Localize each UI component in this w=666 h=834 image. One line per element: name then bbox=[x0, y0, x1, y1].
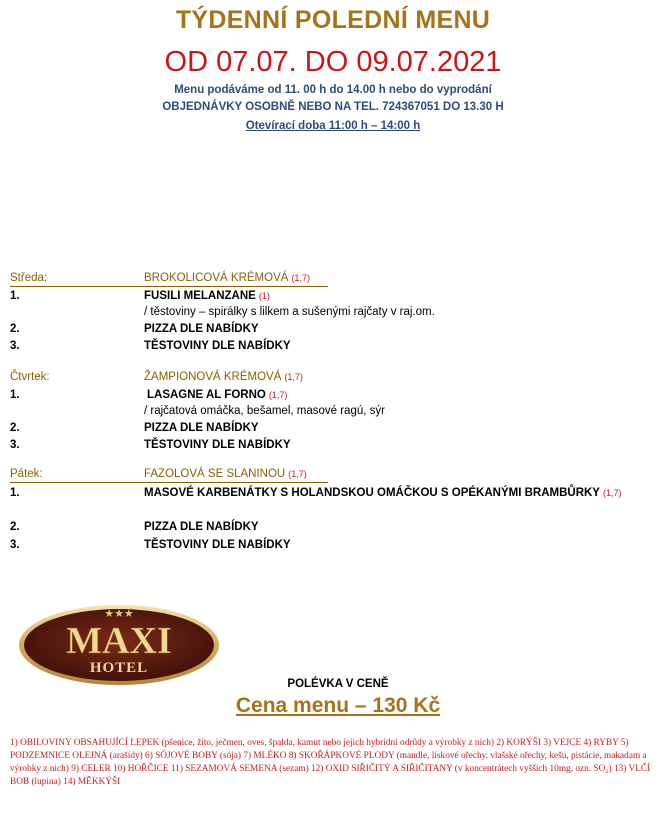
item-number: 2. bbox=[10, 422, 20, 434]
soup-allergens: (1,7) bbox=[284, 372, 303, 382]
day-name-thursday: Čtvrtek: bbox=[10, 371, 50, 383]
soup-thursday bbox=[144, 371, 303, 383]
item-number: 3. bbox=[10, 539, 20, 551]
dish-label: MASOVÉ KARBENÁTKY S HOLANDSKOU OMÁČKOU S OPÉKANÝMI BRAMBŮRKY bbox=[144, 487, 600, 499]
dish-thursday-3: TĚSTOVINY DLE NABÍDKY bbox=[144, 439, 291, 451]
menu-price: Cena menu – 130 Kč bbox=[235, 694, 441, 717]
soup-allergens: (1,7) bbox=[291, 273, 310, 283]
soup-label: ŽAMPIONOVÁ KRÉMOVÁ bbox=[144, 371, 282, 383]
day-name-wednesday: Středa: bbox=[10, 272, 48, 284]
dish-label: LASAGNE AL FORNO bbox=[147, 389, 266, 401]
serving-hours: Menu podáváme od 11. 00 h do 14.00 h nebo do vyprodání bbox=[174, 84, 492, 96]
day-name-friday: Pátek: bbox=[10, 468, 43, 480]
maxi-hotel-logo bbox=[16, 602, 222, 688]
item-number: 3. bbox=[10, 439, 20, 451]
dish-allergens: (1) bbox=[258, 291, 270, 301]
soup-allergens: (1,7) bbox=[288, 469, 307, 479]
soup-friday bbox=[144, 468, 307, 480]
soup-label: FAZOLOVÁ SE SLANINOU bbox=[144, 468, 286, 480]
dish-allergens: (1,7) bbox=[602, 488, 622, 498]
item-number: 2. bbox=[10, 521, 20, 533]
opening-hours: Otevírací doba 11:00 h – 14:00 h bbox=[245, 120, 421, 132]
dish-description: / rajčatová omáčka, bešamel, masové ragú, sýr bbox=[144, 405, 385, 417]
item-number: 1. bbox=[10, 389, 20, 401]
dish-friday-1 bbox=[144, 487, 622, 499]
dish-thursday-1 bbox=[147, 389, 287, 401]
soup-included-note: POLÉVKA V CENĚ bbox=[287, 678, 389, 690]
logo-name: MAXI bbox=[66, 620, 172, 662]
dish-friday-3: TĚSTOVINY DLE NABÍDKY bbox=[144, 539, 291, 551]
dish-allergens: (1,7) bbox=[268, 390, 288, 400]
menu-title: TÝDENNÍ POLEDNÍ MENU bbox=[175, 6, 491, 34]
day-divider bbox=[10, 286, 328, 287]
orders-info: OBJEDNÁVKY OSOBNĚ NEBO NA TEL. 724367051 DO 13.30 H bbox=[162, 101, 504, 113]
dish-wednesday-1 bbox=[144, 290, 270, 302]
menu-dates: OD 07.07. DO 09.07.2021 bbox=[164, 46, 502, 78]
day-divider bbox=[10, 482, 328, 483]
item-number: 1. bbox=[10, 290, 20, 302]
dish-thursday-2: PIZZA DLE NABÍDKY bbox=[144, 422, 259, 434]
item-number: 2. bbox=[10, 323, 20, 335]
logo-stars: ★★★ bbox=[104, 607, 134, 620]
dish-wednesday-3: TĚSTOVINY DLE NABÍDKY bbox=[144, 340, 291, 352]
dish-label: FUSILI MELANZANE bbox=[144, 290, 256, 302]
soup-label: BROKOLICOVÁ KRÉMOVÁ bbox=[144, 272, 289, 284]
soup-wednesday bbox=[144, 272, 310, 284]
dish-description: / těstoviny – spirálky s lilkem a sušenými rajčaty v raj.om. bbox=[144, 306, 435, 318]
dish-wednesday-2: PIZZA DLE NABÍDKY bbox=[144, 323, 259, 335]
item-number: 1. bbox=[10, 487, 20, 499]
allergen-legend: 1) OBILOVINY OBSAHUJÍCÍ LEPEK (pšenice, žito, ječmen, oves, špalda, kamut nebo jejich hybridní odrůdy a výrobky z nich) 2) KORÝŠI 3) VEJCE 4) RYBY 5) PODZEMNICE OLEJNÁ (arašídy) 6) SÓJOVÉ BOBY (sója) 7) MLÉKO 8) SKOŘÁPKOVÉ PLODY (mandle, lískové ořechy, vlašské ořechy, kešu, pistácie, makadam a výrobky z nich) 9) CELER 10) HOŘČICE 11) SEZAMOVÁ SEMENA (sezam) 12) OXID SIŘIČITÝ A SIŘIČITANY (v koncentrátech vyšších 10mg, ozn. SO₂) 13) VLČÍ BOB (lupina) 14) MĚKKÝŠI bbox=[10, 738, 651, 787]
logo-subtitle: HOTEL bbox=[89, 660, 149, 676]
dish-friday-2: PIZZA DLE NABÍDKY bbox=[144, 521, 259, 533]
item-number: 3. bbox=[10, 340, 20, 352]
